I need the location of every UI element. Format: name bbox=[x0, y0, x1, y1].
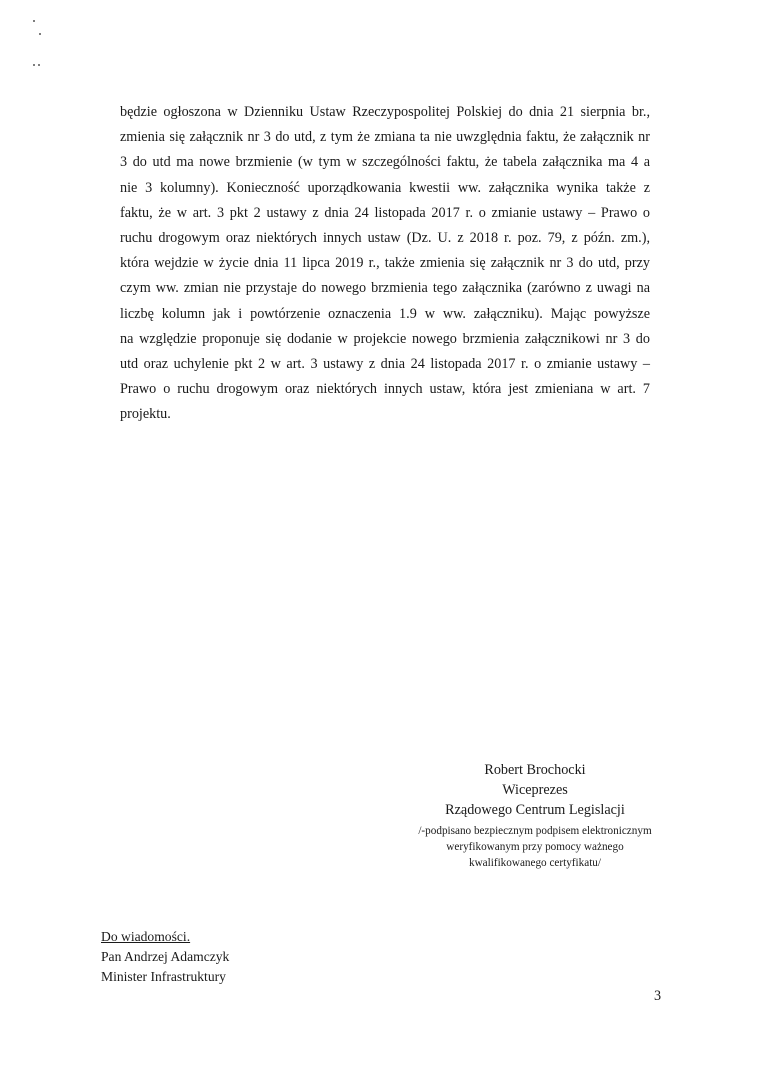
e-signature-note-line: weryfikowanym przy pomocy ważnego bbox=[446, 841, 624, 853]
page-number: 3 bbox=[654, 988, 662, 1004]
e-signature-note bbox=[385, 823, 685, 871]
body-line: liczbę kolumn jak i powtórzenie oznaczenia 1.9 w ww. załączniku). Mając powyższe bbox=[120, 305, 650, 322]
body-line: faktu, że w art. 3 pkt 2 ustawy z dnia 24 listopada 2017 r. o zmianie ustawy – Prawo o bbox=[120, 204, 650, 221]
body-line: projektu. bbox=[120, 406, 171, 423]
body-paragraph bbox=[120, 100, 650, 428]
recipient-line: Pan Andrzej Adamczyk bbox=[101, 949, 230, 964]
body-line: czym ww. zmian nie przystaje do nowego brzmienia tego załącznika (zarówno z uwagi na bbox=[120, 280, 650, 297]
signatory-position: Wiceprezes bbox=[502, 782, 568, 798]
scan-artifact bbox=[33, 64, 35, 66]
body-line: będzie ogłoszona w Dzienniku Ustaw Rzeczypospolitej Polskiej do dnia 21 sierpnia br., bbox=[120, 104, 650, 120]
recipients-heading: Do wiadomości. bbox=[101, 929, 191, 944]
body-line: utd oraz uchylenie pkt 2 w art. 3 ustawy z dnia 24 listopada 2017 r. o zmianie ustawy – bbox=[120, 356, 650, 373]
e-signature-note-line: /-podpisano bezpiecznym podpisem elektronicznym bbox=[418, 825, 652, 837]
body-line: nie 3 kolumny). Konieczność uporządkowania kwestii ww. załącznika wynika także z bbox=[120, 179, 650, 196]
body-line: 3 do utd ma nowe brzmienie (w tym w szczególności faktu, że tabela załącznika ma 4 a bbox=[120, 154, 650, 171]
body-line: która wejdzie w życie dnia 11 lipca 2019 r., także zmienia się załącznik nr 3 do utd, przy bbox=[120, 255, 650, 272]
recipient-line: Minister Infrastruktury bbox=[101, 969, 226, 984]
recipients-block bbox=[101, 927, 401, 987]
body-line: Prawo o ruchu drogowym oraz niektórych innych ustaw, która jest zmieniana w art. 7 bbox=[120, 381, 650, 398]
body-line: zmienia się załącznik nr 3 do utd, z tym że zmiana ta nie uwzględnia faktu, że załącznik nr bbox=[120, 129, 650, 146]
e-signature-note-line: kwalifikowanego certyfikatu/ bbox=[468, 857, 602, 869]
signatory-name: Robert Brochocki bbox=[484, 762, 586, 778]
body-line: na względzie proponuje się dodanie w projekcie nowego brzmienia załącznikowi nr 3 do bbox=[120, 330, 650, 347]
signature-block bbox=[390, 760, 680, 820]
signatory-institution: Rządowego Centrum Legislacji bbox=[445, 802, 625, 818]
scan-artifact bbox=[39, 33, 41, 35]
scan-artifact bbox=[38, 64, 40, 66]
scan-artifact bbox=[33, 20, 35, 22]
body-line: ruchu drogowym oraz niektórych innych ustaw (Dz. U. z 2018 r. poz. 79, z późn. zm.), bbox=[120, 230, 650, 247]
